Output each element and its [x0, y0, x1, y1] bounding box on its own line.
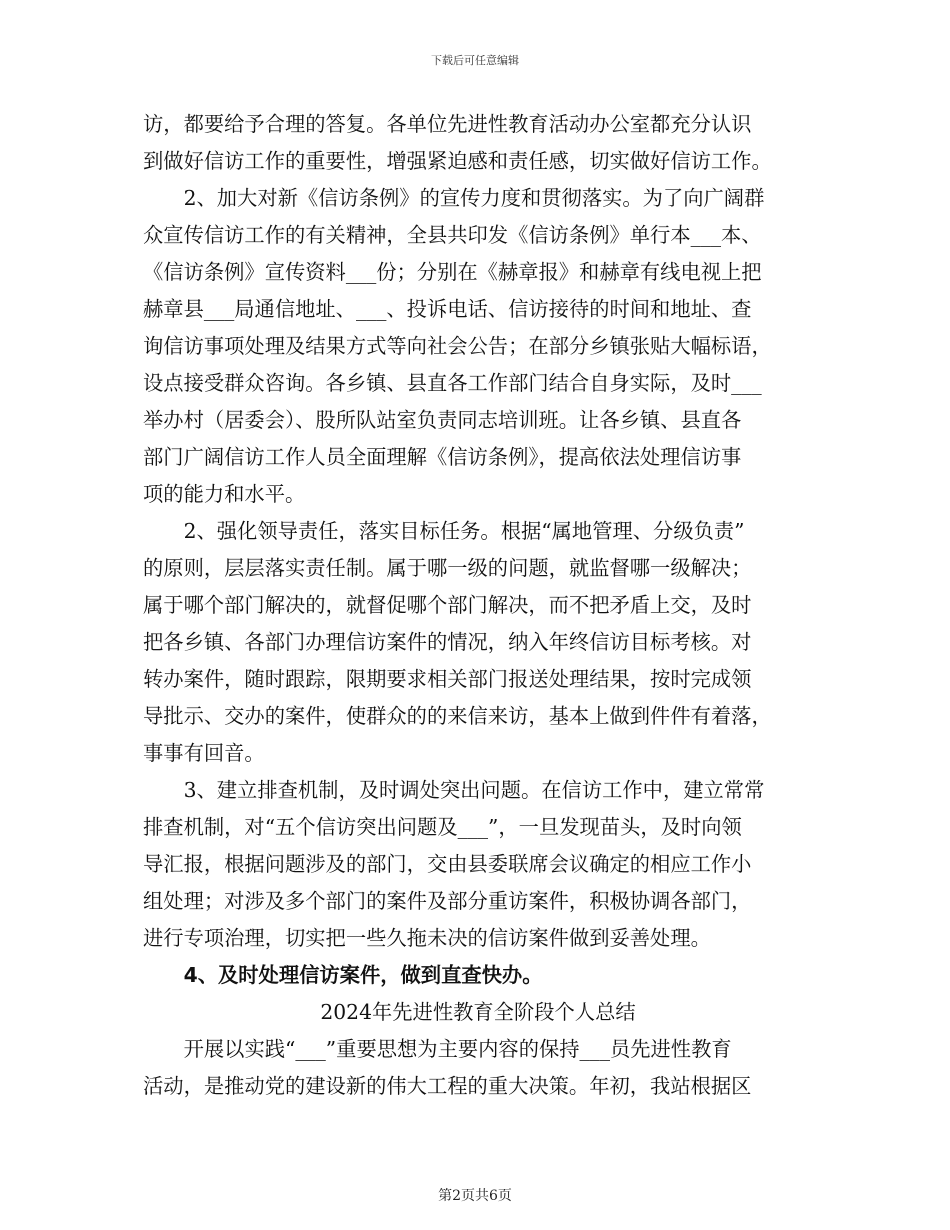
text-line: 到做好信访工作的重要性，增强紧迫感和责任感，切实做好信访工作。	[143, 149, 772, 173]
text-line: 3、建立排查机制，及时调处突出问题。在信访工作中，建立常常	[183, 778, 765, 802]
text-line: 活动，是推动党的建设新的伟大工程的重大决策。年初，我站根据区	[143, 1074, 752, 1098]
text-line: 转办案件，随时跟踪，限期要求相关部门报送处理结果，按时完成领	[143, 667, 752, 691]
text-line: 进行专项治理，切实把一些久拖未决的信访案件做到妥善处理。	[143, 926, 711, 950]
text-line: 访，都要给予合理的答复。各单位先进性教育活动办公室都充分认识	[143, 112, 752, 136]
text-line: 属于哪个部门解决的，就督促哪个部门解决，而不把矛盾上交，及时	[143, 593, 752, 617]
text-line: 排查机制，对“五个信访突出问题及___”，一旦发现苗头，及时向领	[143, 815, 742, 839]
text-line: 4、及时处理信访案件，做到直查快办。	[183, 963, 543, 987]
text-line: 部门广阔信访工作人员全面理解《信访条例》，提高依法处理信访事	[143, 445, 742, 469]
text-line: 举办村（居委会）、股所队站室负责同志培训班。让各乡镇、县直各	[143, 408, 742, 432]
text-line: 询信访事项处理及结果方式等向社会公告；在部分乡镇张贴大幅标语，	[143, 334, 772, 358]
text-line: 项的能力和水平。	[143, 482, 306, 506]
document-body	[143, 106, 813, 1105]
text-line: 把各乡镇、各部门办理信访案件的情况，纳入年终信访目标考核。对	[143, 630, 752, 654]
text-line: 导批示、交办的案件，使群众的的来信来访，基本上做到件件有着落，	[143, 704, 772, 728]
text-line: 众宣传信访工作的有关精神，全县共印发《信访条例》单行本___本、	[143, 223, 762, 247]
text-line: 2、加大对新《信访条例》的宣传力度和贯彻落实。为了向广阔群	[183, 186, 765, 210]
text-line: 的原则，层层落实责任制。属于哪一级的问题，就监督哪一级解决；	[143, 556, 752, 580]
page-header: 下载后可任意编辑	[431, 54, 519, 67]
text-line: 开展以实践“___”重要思想为主要内容的保持___员先进性教育	[183, 1037, 732, 1061]
text-line: 《信访条例》宣传资料___份；分别在《赫章报》和赫章有线电视上把	[143, 260, 762, 284]
text-line: 赫章县___局通信地址、___、投诉电话、信访接待的时间和地址、查	[143, 297, 752, 321]
text-line: 2024年先进性教育全阶段个人总结	[320, 1000, 636, 1024]
text-line: 设点接受群众咨询。各乡镇、县直各工作部门结合自身实际，及时___	[143, 371, 762, 395]
text-line: 组处理；对涉及多个部门的案件及部分重访案件，积极协调各部门，	[143, 889, 752, 913]
text-line: 事事有回音。	[143, 741, 265, 765]
text-line: 导汇报，根据问题涉及的部门，交由县委联席会议确定的相应工作小	[143, 852, 752, 876]
page-footer: 第2页共6页	[438, 1188, 512, 1204]
text-line: 2、强化领导责任，落实目标任务。根据“属地管理、分级负责”	[183, 519, 745, 543]
